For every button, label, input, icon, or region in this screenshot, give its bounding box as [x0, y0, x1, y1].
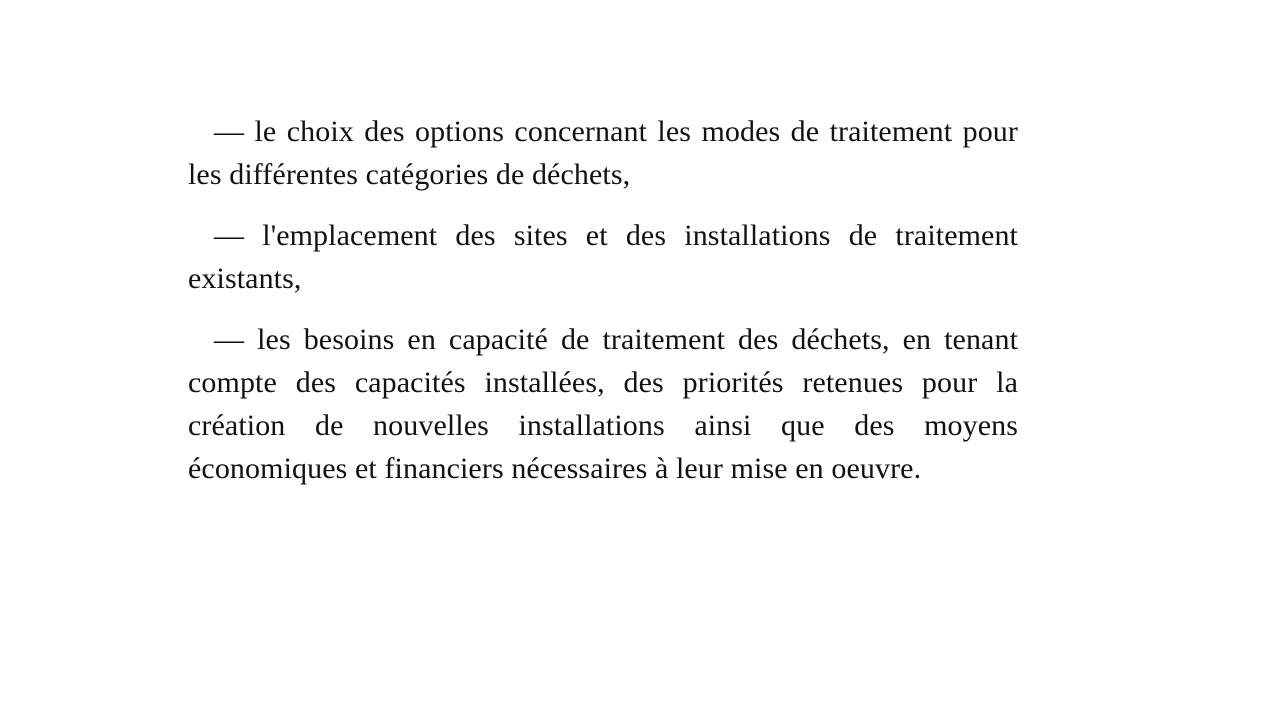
- paragraph-site-locations: — l'emplacement des sites et des installations de traitement existants,: [188, 219, 1018, 295]
- paragraph-capacity-needs: — les besoins en capacité de traitement des déchets, en tenant compte des capacités installées, des priorités retenues pour la création de nouvelles installations ainsi que des moyens économiques et financiers nécessaires à leur mise en oeuvre.: [188, 323, 1018, 485]
- document-text-block: [188, 110, 1018, 490]
- paragraph-treatment-options: — le choix des options concernant les modes de traitement pour les différentes catégories de déchets,: [188, 115, 1018, 191]
